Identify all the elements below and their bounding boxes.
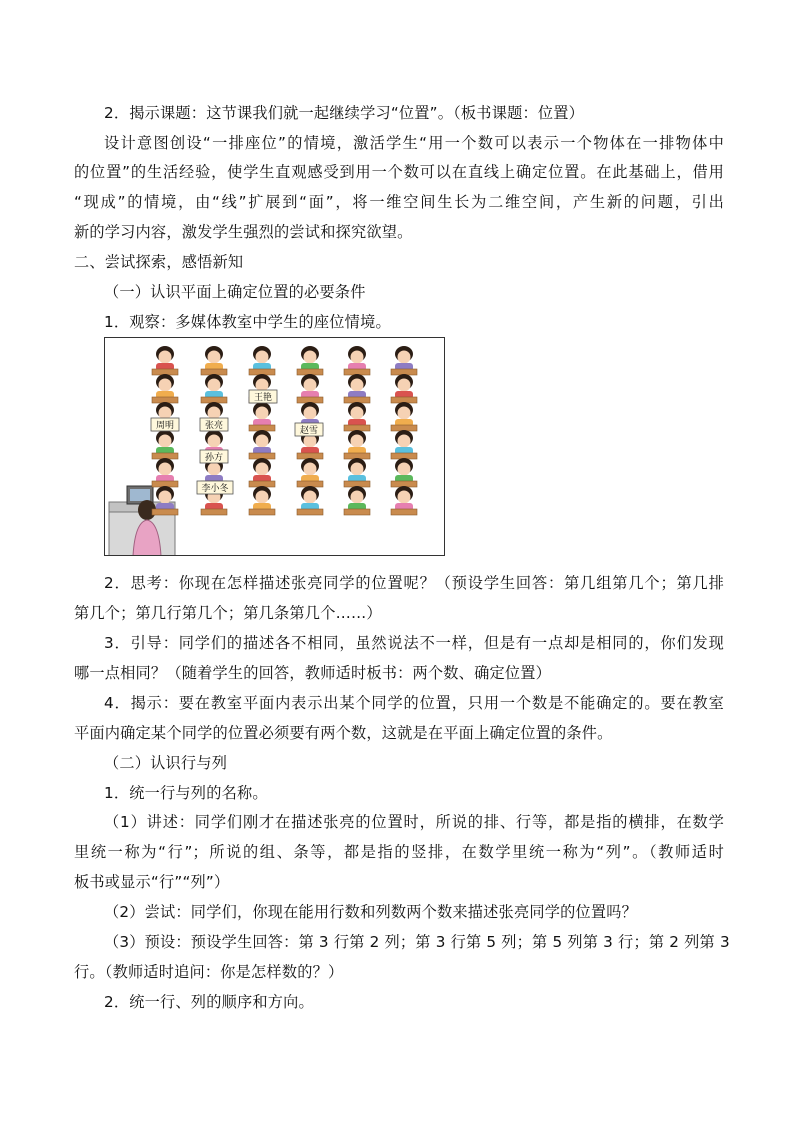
student-seat (249, 486, 275, 515)
paragraph-line: “现成”的情境，由“线”扩展到“面”，将一维空间生长为二维空间，产生新的问题，引出 (74, 193, 724, 211)
student-seat (344, 486, 370, 515)
paragraph-line: 1．观察：多媒体教室中学生的座位情境。 (104, 313, 391, 331)
paragraph-line: （3）预设：预设学生回答：第 3 行第 2 列；第 3 行第 5 列；第 5 列第 3 行；第 2 列第 3 (104, 933, 730, 951)
paragraph-line: 板书或显示“行”“列”） (74, 873, 230, 891)
paragraph-line: 哪一点相同？（随着学生的回答，教师适时板书：两个数、确定位置） (74, 664, 552, 682)
paragraph-line: 行。（教师适时追问：你是怎样数的？） (74, 963, 344, 981)
student-seat (152, 486, 178, 515)
student-seat (249, 346, 275, 375)
paragraph-line: 2．统一行、列的顺序和方向。 (104, 993, 314, 1011)
student-seat (391, 402, 417, 431)
student-seat (297, 374, 323, 403)
student-seat (391, 458, 417, 487)
paragraph-line: 新的学习内容，激发学生强烈的尝试和探究欲望。 (74, 223, 413, 241)
student-seat (344, 374, 370, 403)
paragraph-line: 2．思考：你现在怎样描述张亮同学的位置呢？（预设学生回答：第几组第几个；第几排 (104, 574, 724, 592)
section-heading: 二、尝试探索，感悟新知 (74, 253, 244, 271)
student-seat (297, 486, 323, 515)
student-seat (391, 346, 417, 375)
student-seat (391, 430, 417, 459)
name-tag-li-xiaodong-text: 李小冬 (201, 484, 229, 494)
student-grid (152, 346, 417, 515)
name-tag-zhou-ming-text: 周明 (155, 421, 175, 431)
paragraph-line: 第几个；第几行第几个；第几条第几个……） (74, 604, 382, 622)
name-tag-sun-fang-text: 孙方 (204, 453, 224, 463)
student-seat (249, 402, 275, 431)
paragraph-line: 4．揭示：要在教室平面内表示出某个同学的位置，只用一个数是不能确定的。要在教室 (104, 694, 724, 712)
student-seat (152, 374, 178, 403)
paragraph-line: 平面内确定某个同学的位置必须要有两个数，这就是在平面上确定位置的条件。 (74, 724, 613, 742)
student-seat (344, 346, 370, 375)
subsection-heading: （二）认识行与列 (104, 754, 228, 772)
paragraph-line: 2．揭示课题：这节课我们就一起继续学习“位置”。（板书课题：位置） (104, 104, 585, 122)
student-seat (201, 346, 227, 375)
student-seat (344, 458, 370, 487)
paragraph-line: （2）尝试：同学们，你现在能用行数和列数两个数来描述张亮同学的位置吗？ (104, 903, 638, 921)
name-tag-zhang-liang-text: 张亮 (204, 421, 224, 431)
student-seat (152, 430, 178, 459)
paragraph-line: 3．引导：同学们的描述各不相同，虽然说法不一样，但是有一点却是相同的，你们发现 (104, 634, 724, 652)
student-seat (391, 374, 417, 403)
paragraph-line: 设计意图创设“一排座位”的情境，激活学生“用一个数可以表示一个物体在一排物体中 (104, 134, 724, 152)
student-seat (344, 430, 370, 459)
name-tag-zhao-xue-text: 赵雪 (299, 426, 319, 436)
seating-chart-graphic (105, 338, 445, 556)
subsection-heading: （一）认识平面上确定位置的必要条件 (104, 283, 366, 301)
name-tag-wang-yan-text: 王艳 (253, 393, 273, 403)
student-seat (152, 346, 178, 375)
paragraph-line: 里统一称为“行”；所说的组、条等，都是指的竖排，在数学里统一称为“列”。（教师适时 (74, 843, 724, 861)
student-seat (249, 430, 275, 459)
student-seat (152, 458, 178, 487)
paragraph-line: 1．统一行与列的名称。 (104, 784, 268, 802)
name-tags (151, 390, 323, 494)
paragraph-line: （1）讲述：同学们刚才在描述张亮的位置时，所说的排、行等，都是指的横排，在数学 (104, 813, 724, 831)
student-seat (249, 458, 275, 487)
student-seat (297, 458, 323, 487)
classroom-seating-illustration (104, 337, 445, 556)
student-seat (201, 374, 227, 403)
student-seat (391, 486, 417, 515)
monitor-screen (130, 489, 150, 501)
paragraph-line: 的位置”的生活经验，使学生直观感受到用一个数可以在直线上确定位置。在此基础上，借用 (74, 163, 724, 181)
student-seat (297, 346, 323, 375)
student-seat (344, 402, 370, 431)
